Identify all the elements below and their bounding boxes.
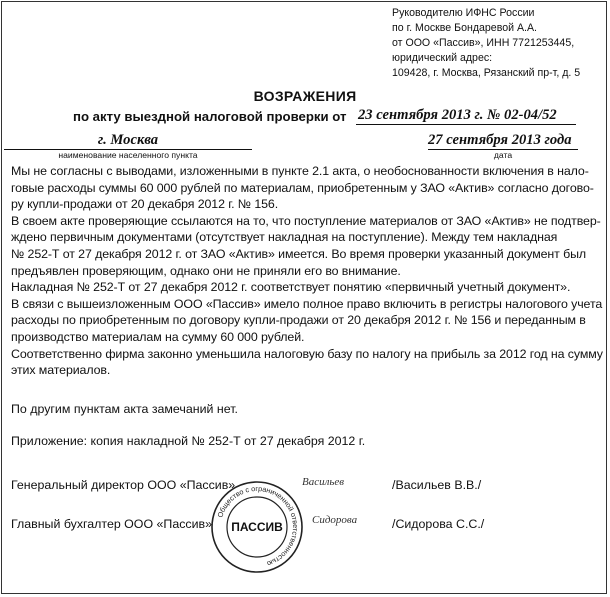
body-line: Соответственно фирма законно уменьшила налоговую базу по налогу на прибыль за 2012 год на сумму xyxy=(11,346,603,361)
document-subtitle: по акту выездной налоговой проверки от xyxy=(73,109,347,124)
body-line: ждено первичным документами (отсутствует накладная на поступление). Между тем накладная xyxy=(11,230,558,245)
body-line: Мы не согласны с выводами, изложенными в пункте 2.1 акта, о необоснованности включения в нало- xyxy=(11,164,589,178)
body-line: ру купли-продажи от 20 декабря 2012 г. № 156. xyxy=(11,197,279,212)
objection-body xyxy=(11,163,601,379)
attachment-note: Приложение: копия накладной № 252-Т от 27 декабря 2012 г. xyxy=(11,434,366,448)
body-line: расходы по приобретенным по договору купли-продажи от 20 декабря 2012 г. № 156 и переданным в xyxy=(11,313,586,328)
other-points-note: По другим пунктам акта замечаний нет. xyxy=(11,402,238,416)
body-line: В своем акте проверяющие ссылаются на то, что поступление материалов от ЗАО «Актив» не подтвер- xyxy=(11,213,601,228)
addressee-line: юридический адрес: xyxy=(392,52,493,64)
body-line: говые расходы суммы 60 000 рублей по материалам, приобретенным у ЗАО «Актив» согласно догово- xyxy=(11,180,594,195)
stamp-ring-path: Общество с ограниченной ответственностью xyxy=(215,483,301,569)
body-line: предъявлен проверяющим, однако они не приняли его во внимание. xyxy=(11,263,401,278)
accountant-role: Главный бухгалтер ООО «Пассив» xyxy=(11,517,213,531)
act-date: 23 сентября 2013 г. № 02-04/52 xyxy=(356,107,576,125)
accountant-name: /Сидорова С.С./ xyxy=(392,517,485,531)
addressee-line: Руководителю ИФНС России xyxy=(392,7,535,19)
addressee-line: 109428, г. Москва, Рязанский пр-т, д. 5 xyxy=(392,67,581,79)
document-title: ВОЗРАЖЕНИЯ xyxy=(253,88,357,104)
director-signature: Васильев xyxy=(302,476,345,488)
addressee-block xyxy=(392,6,580,81)
city: г. Москва xyxy=(4,132,252,150)
addressee-line: от ООО «Пассив», ИНН 7721253445, xyxy=(392,37,575,49)
city-caption: наименование населенного пункта xyxy=(58,150,198,160)
document-date: 27 сентября 2013 года xyxy=(428,132,578,150)
addressee-line: по г. Москве Бондаревой А.А. xyxy=(392,22,537,34)
body-line: № 252-Т от 27 декабря 2012 г. от ЗАО «Актив» имеется. Во время проверки указанный документ был xyxy=(11,246,587,261)
director-role: Генеральный директор ООО «Пассив» xyxy=(11,478,236,492)
director-name: /Васильев В.В./ xyxy=(392,478,482,492)
company-stamp xyxy=(210,480,304,574)
accountant-signature: Сидорова xyxy=(312,514,358,526)
body-line: этих материалов. xyxy=(11,363,111,378)
stamp-center-text: ПАССИВ xyxy=(231,520,283,534)
body-line: Накладная № 252-Т от 27 декабря 2012 г. соответствует понятию «первичный учетный документ». xyxy=(11,280,571,295)
date-caption: дата xyxy=(493,150,513,160)
body-line: производство материалам на сумму 60 000 рублей. xyxy=(11,329,305,344)
body-line: В связи с вышеизложенным ООО «Пассив» имело полное право включить в регистры налогового учета xyxy=(11,296,603,311)
